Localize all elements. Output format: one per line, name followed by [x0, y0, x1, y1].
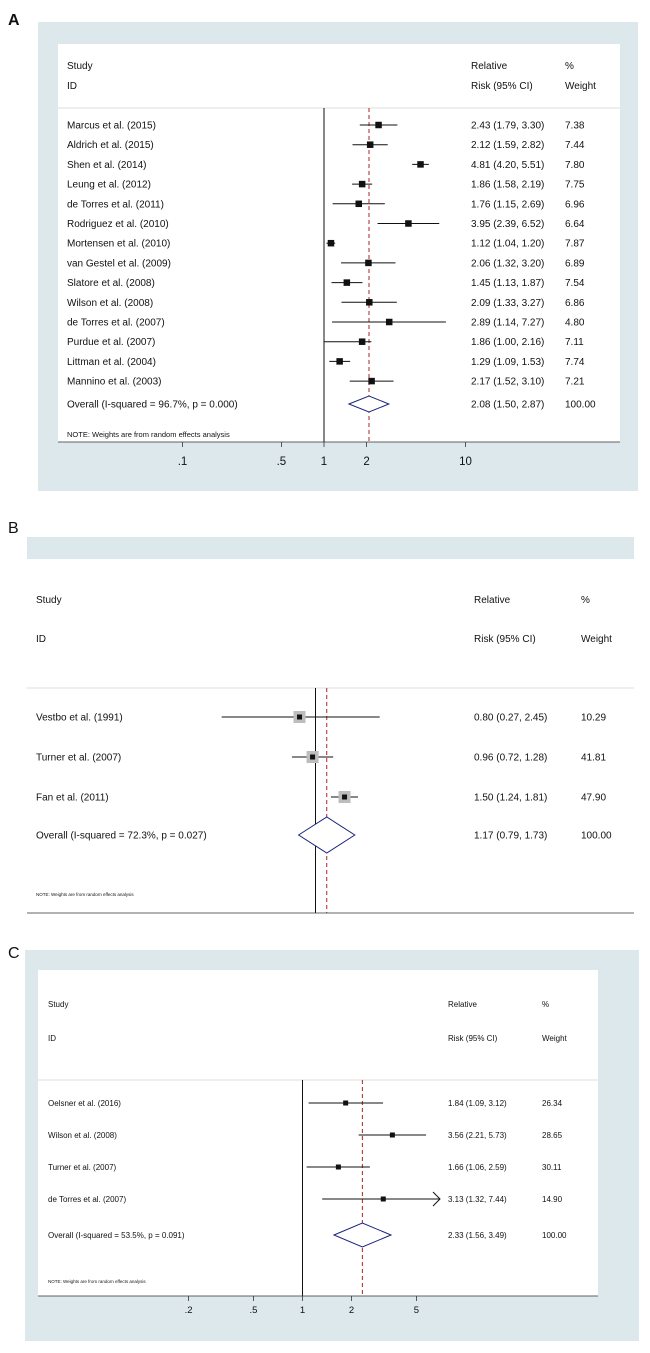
study-weight: 10.29 — [581, 712, 607, 724]
overall-label: Overall (I-squared = 96.7%, p = 0.000) — [67, 399, 238, 411]
study-label: Littman et al. (2004) — [67, 356, 156, 368]
study-ci-text: 1.66 (1.06, 2.59) — [448, 1162, 507, 1172]
overall-label: Overall (I-squared = 72.3%, p = 0.027) — [36, 830, 207, 842]
study-label: Wilson et al. (2008) — [48, 1130, 117, 1140]
study-ci-text: 2.17 (1.52, 3.10) — [471, 376, 545, 388]
study-ci-text: 1.29 (1.09, 1.53) — [471, 356, 545, 368]
study-label: Wilson et al. (2008) — [67, 297, 154, 309]
col-header-study: Study — [48, 1000, 69, 1009]
overall-label: Overall (I-squared = 53.5%, p = 0.091) — [48, 1230, 185, 1240]
x-tick-label: 1 — [320, 456, 328, 468]
study-ci-text: 1.50 (1.24, 1.81) — [474, 792, 548, 804]
col-header-relative: Relative — [474, 595, 511, 606]
study-weight: 7.75 — [565, 179, 585, 191]
x-tick-label: 2 — [348, 1305, 355, 1316]
col-header-id: ID — [67, 81, 77, 92]
study-label: Slatore et al. (2008) — [67, 278, 155, 290]
study-label: Purdue et al. (2007) — [67, 337, 156, 349]
study-weight: 6.86 — [565, 297, 585, 309]
study-ci-text: 3.13 (1.32, 7.44) — [448, 1194, 507, 1204]
study-weight: 30.11 — [542, 1162, 562, 1172]
overall-weight: 100.00 — [542, 1230, 567, 1240]
x-tick-label: 1 — [299, 1305, 306, 1316]
study-label: Oelsner et al. (2016) — [48, 1098, 121, 1108]
study-label: Turner et al. (2007) — [36, 752, 122, 764]
study-label: Aldrich et al. (2015) — [67, 140, 154, 152]
study-ci-text: 2.43 (1.79, 3.30) — [471, 120, 545, 132]
study-ci-text: 2.09 (1.33, 3.27) — [471, 297, 545, 309]
x-tick-label: 10 — [459, 456, 472, 468]
study-ci-text: 4.81 (4.20, 5.51) — [471, 159, 545, 171]
study-weight: 6.89 — [565, 258, 585, 270]
point-estimate-marker — [336, 1165, 341, 1170]
study-label: de Torres et al. (2007) — [67, 317, 165, 329]
study-weight: 47.90 — [581, 792, 607, 804]
study-ci-text: 3.95 (2.39, 6.52) — [471, 219, 545, 230]
col-header-study: Study — [36, 595, 62, 606]
point-estimate-marker — [343, 1101, 348, 1106]
study-ci-text: 1.12 (1.04, 1.20) — [471, 238, 545, 250]
overall-weight: 100.00 — [565, 399, 596, 411]
weights-note: NOTE: Weights are from random effects analysis — [36, 892, 134, 897]
col-header-percent: % — [565, 61, 574, 72]
study-ci-text: 0.96 (0.72, 1.28) — [474, 752, 548, 764]
study-weight: 14.90 — [542, 1194, 563, 1204]
study-weight: 7.54 — [565, 278, 585, 290]
study-weight: 7.80 — [565, 159, 585, 171]
study-label: Leung et al. (2012) — [67, 179, 151, 191]
study-ci-text: 3.56 (2.21, 5.73) — [448, 1130, 507, 1140]
study-weight: 4.80 — [565, 317, 585, 329]
overall-weight: 100.00 — [581, 830, 612, 842]
study-weight: 26.34 — [542, 1098, 563, 1108]
weights-note: NOTE: Weights are from random effects analysis — [67, 430, 230, 439]
study-ci-text: 1.45 (1.13, 1.87) — [471, 278, 545, 290]
point-estimate-marker — [390, 1133, 395, 1138]
study-label: de Torres et al. (2007) — [48, 1194, 127, 1204]
study-label: Turner et al. (2007) — [48, 1162, 117, 1172]
study-ci-text: 2.89 (1.14, 7.27) — [471, 317, 545, 329]
col-header-risk-ci: Risk (95% CI) — [448, 1034, 498, 1043]
panel-c-letter: C — [8, 945, 20, 962]
study-label: Mannino et al. (2003) — [67, 376, 162, 388]
study-weight: 7.74 — [565, 356, 585, 368]
study-label: van Gestel et al. (2009) — [67, 258, 171, 270]
study-ci-text: 1.86 (1.58, 2.19) — [471, 179, 545, 191]
x-tick-label: 5 — [413, 1305, 420, 1316]
col-header-id: ID — [36, 634, 46, 645]
study-weight: 7.21 — [565, 376, 585, 388]
study-label: de Torres et al. (2011) — [67, 199, 164, 211]
col-header-risk-ci: Risk (95% CI) — [474, 634, 536, 645]
col-header-study: Study — [67, 61, 93, 72]
study-label: Rodriguez et al. (2010) — [67, 219, 169, 230]
study-label: Mortensen et al. (2010) — [67, 238, 171, 250]
col-header-percent: % — [581, 595, 590, 606]
col-header-risk-ci: Risk (95% CI) — [471, 81, 533, 92]
col-header-relative: Relative — [471, 61, 508, 72]
study-weight: 7.11 — [565, 337, 584, 349]
study-label: Fan et al. (2011) — [36, 792, 109, 804]
study-label: Shen et al. (2014) — [67, 159, 147, 171]
study-weight: 28.65 — [542, 1130, 563, 1140]
x-tick-label: .1 — [177, 456, 188, 468]
x-tick-label: 2 — [363, 456, 370, 468]
col-header-relative: Relative — [448, 1000, 477, 1009]
col-header-percent: % — [542, 1000, 550, 1009]
overall-diamond — [334, 1223, 391, 1247]
col-header-id: ID — [48, 1034, 56, 1043]
study-weight: 6.96 — [565, 199, 585, 211]
study-weight: 7.38 — [565, 120, 585, 132]
study-label: Marcus et al. (2015) — [67, 120, 156, 132]
overall-ci-text: 2.08 (1.50, 2.87) — [471, 399, 545, 411]
col-header-weight: Weight — [581, 634, 612, 645]
x-tick-label: .5 — [249, 1305, 258, 1316]
study-ci-text: 2.12 (1.59, 2.82) — [471, 140, 545, 152]
study-weight: 7.44 — [565, 140, 585, 152]
x-tick-label: .5 — [276, 456, 287, 468]
study-weight: 7.87 — [565, 238, 585, 250]
study-ci-text: 2.06 (1.32, 3.20) — [471, 258, 545, 270]
point-estimate-marker — [381, 1197, 386, 1202]
study-ci-text: 1.86 (1.00, 2.16) — [471, 337, 545, 349]
study-ci-text: 1.76 (1.15, 2.69) — [471, 199, 545, 211]
study-weight: 6.64 — [565, 219, 585, 230]
study-label: Vestbo et al. (1991) — [36, 712, 123, 724]
study-weight: 41.81 — [581, 752, 607, 764]
overall-ci-text: 2.33 (1.56, 3.49) — [448, 1230, 507, 1240]
study-ci-text: 1.84 (1.09, 3.12) — [448, 1098, 507, 1108]
panel-b-letter: B — [8, 520, 19, 537]
study-ci-text: 0.80 (0.27, 2.45) — [474, 712, 548, 724]
overall-ci-text: 1.17 (0.79, 1.73) — [474, 830, 548, 842]
x-tick-label: .2 — [184, 1305, 193, 1316]
col-header-weight: Weight — [565, 81, 596, 92]
weights-note: NOTE: Weights are from random effects analysis — [48, 1279, 146, 1284]
col-header-weight: Weight — [542, 1034, 567, 1043]
panel-a-letter: A — [8, 12, 20, 29]
